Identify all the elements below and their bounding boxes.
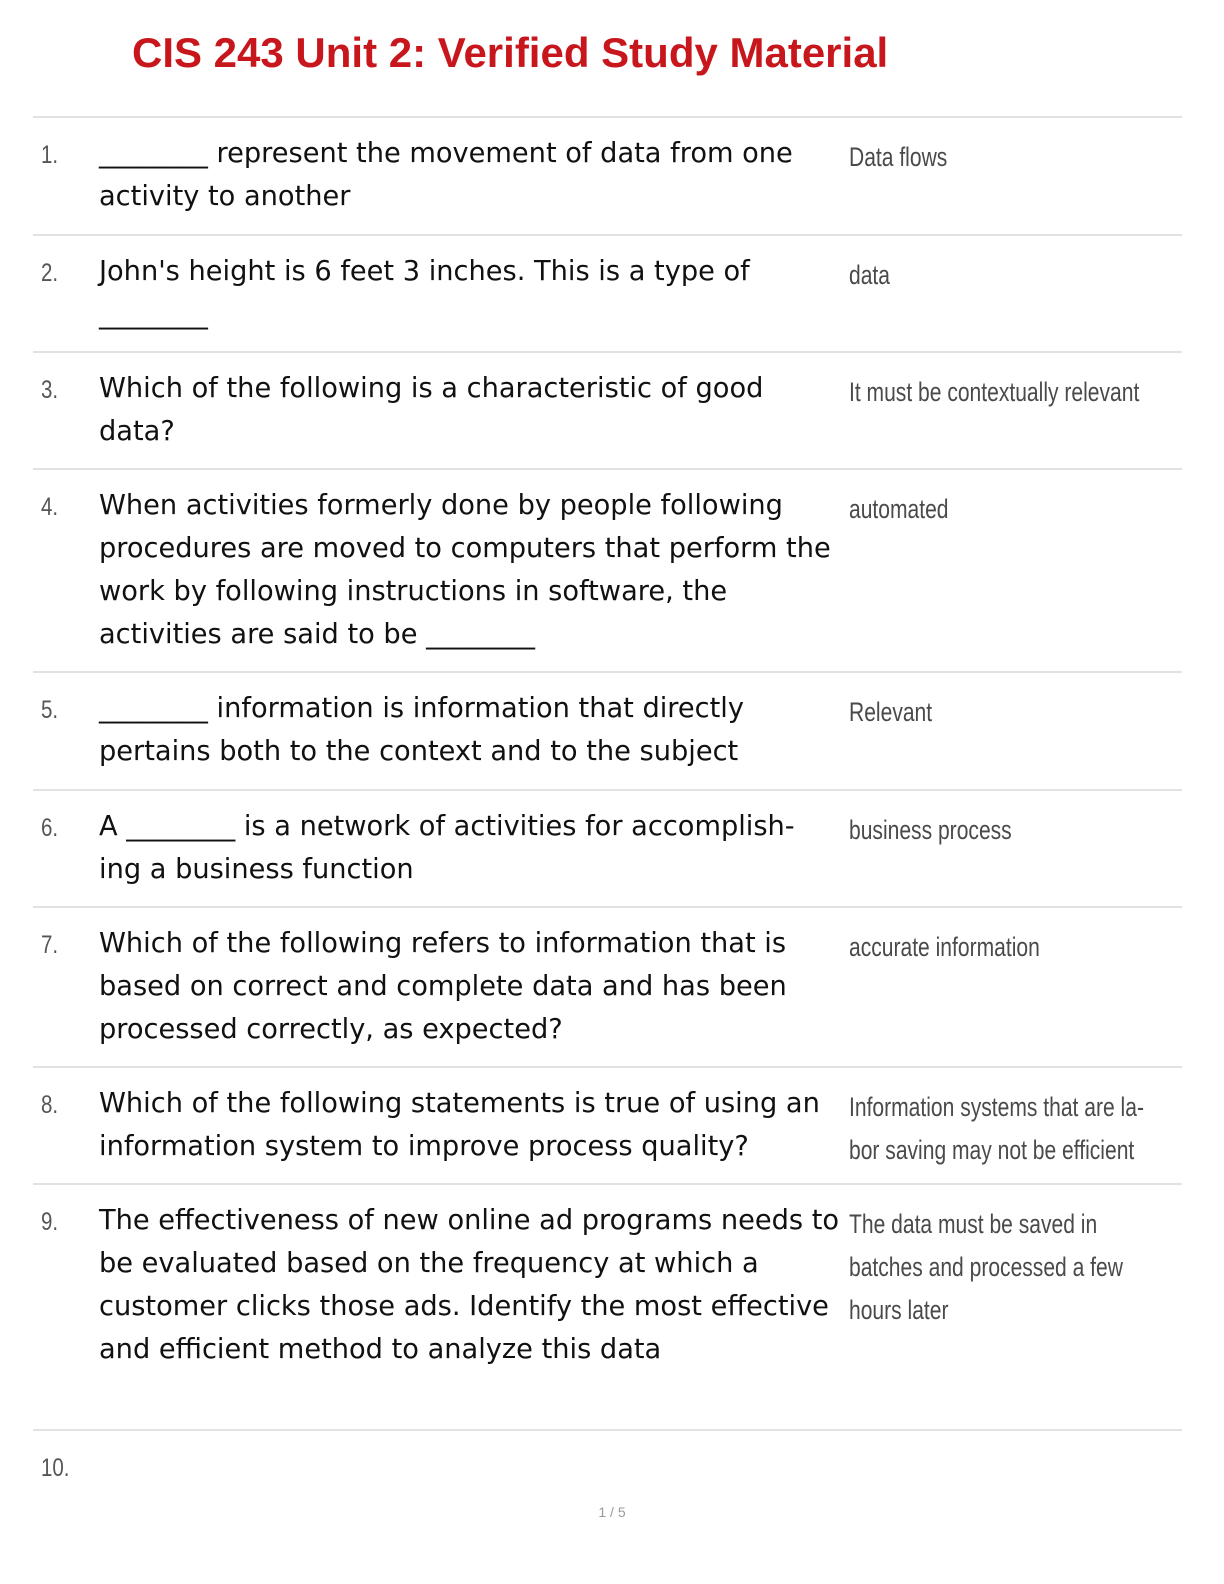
answer-text: automated — [849, 494, 949, 524]
answer-text: accurate information — [849, 932, 1040, 962]
question-row-8 — [33, 1068, 1182, 1185]
question-number: 5. — [41, 696, 59, 724]
question-text: The effectiveness of new online ad programs needs to be evaluated based on the frequency at which a customer clicks those ads. Identify the most effective and efficient method to analyze this data — [99, 1204, 840, 1365]
answer-text: data — [849, 260, 890, 290]
question-row-9 — [33, 1185, 1182, 1431]
question-number: 10. — [41, 1454, 70, 1482]
question-text: Which of the following is a characteristic of good data? — [99, 372, 764, 447]
question-text: ________ information is information that directly pertains both to the context and to the subject — [99, 692, 744, 767]
question-answer-list — [33, 116, 1182, 1511]
question-number: 6. — [41, 814, 59, 842]
question-row-6 — [33, 791, 1182, 908]
answer-text: Information systems that are la- bor saving may not be efficient — [849, 1092, 1144, 1165]
answer-text: It must be contextually relevant — [849, 377, 1140, 407]
question-number: 8. — [41, 1091, 59, 1119]
question-text: John's height is 6 feet 3 inches. This is a type of ________ — [99, 255, 750, 330]
question-text: Which of the following refers to information that is based on correct and complete data and has been processed correctly, as expected? — [99, 927, 787, 1045]
question-text: ________ represent the movement of data from one activity to another — [99, 137, 793, 212]
question-row-5 — [33, 673, 1182, 791]
question-number: 2. — [41, 259, 59, 287]
question-text: Which of the following statements is true of using an information system to improve process quality? — [99, 1087, 820, 1162]
page-number: 1 / 5 — [598, 1504, 626, 1520]
question-row-2 — [33, 236, 1182, 353]
question-number: 7. — [41, 931, 59, 959]
question-row-1 — [33, 118, 1182, 236]
question-row-4 — [33, 470, 1182, 673]
question-number: 9. — [41, 1208, 59, 1236]
question-text: When activities formerly done by people following procedures are moved to computers that perform the work by following instructions in software, the activities are said to be ________ — [99, 489, 831, 650]
question-row-7 — [33, 908, 1182, 1068]
answer-text: business process — [849, 815, 1012, 845]
document-title: CIS 243 Unit 2: Verified Study Material — [132, 29, 889, 76]
question-text: A ________ is a network of activities for accomplish- ing a business function — [99, 810, 795, 885]
answer-text: Data flows — [849, 142, 948, 172]
question-number: 3. — [41, 376, 59, 404]
question-row-10 — [33, 1431, 1182, 1511]
question-number: 1. — [41, 141, 59, 169]
answer-text: The data must be saved in batches and processed a few hours later — [849, 1209, 1123, 1325]
answer-text: Relevant — [849, 697, 933, 727]
question-number: 4. — [41, 493, 59, 521]
question-row-3 — [33, 353, 1182, 470]
